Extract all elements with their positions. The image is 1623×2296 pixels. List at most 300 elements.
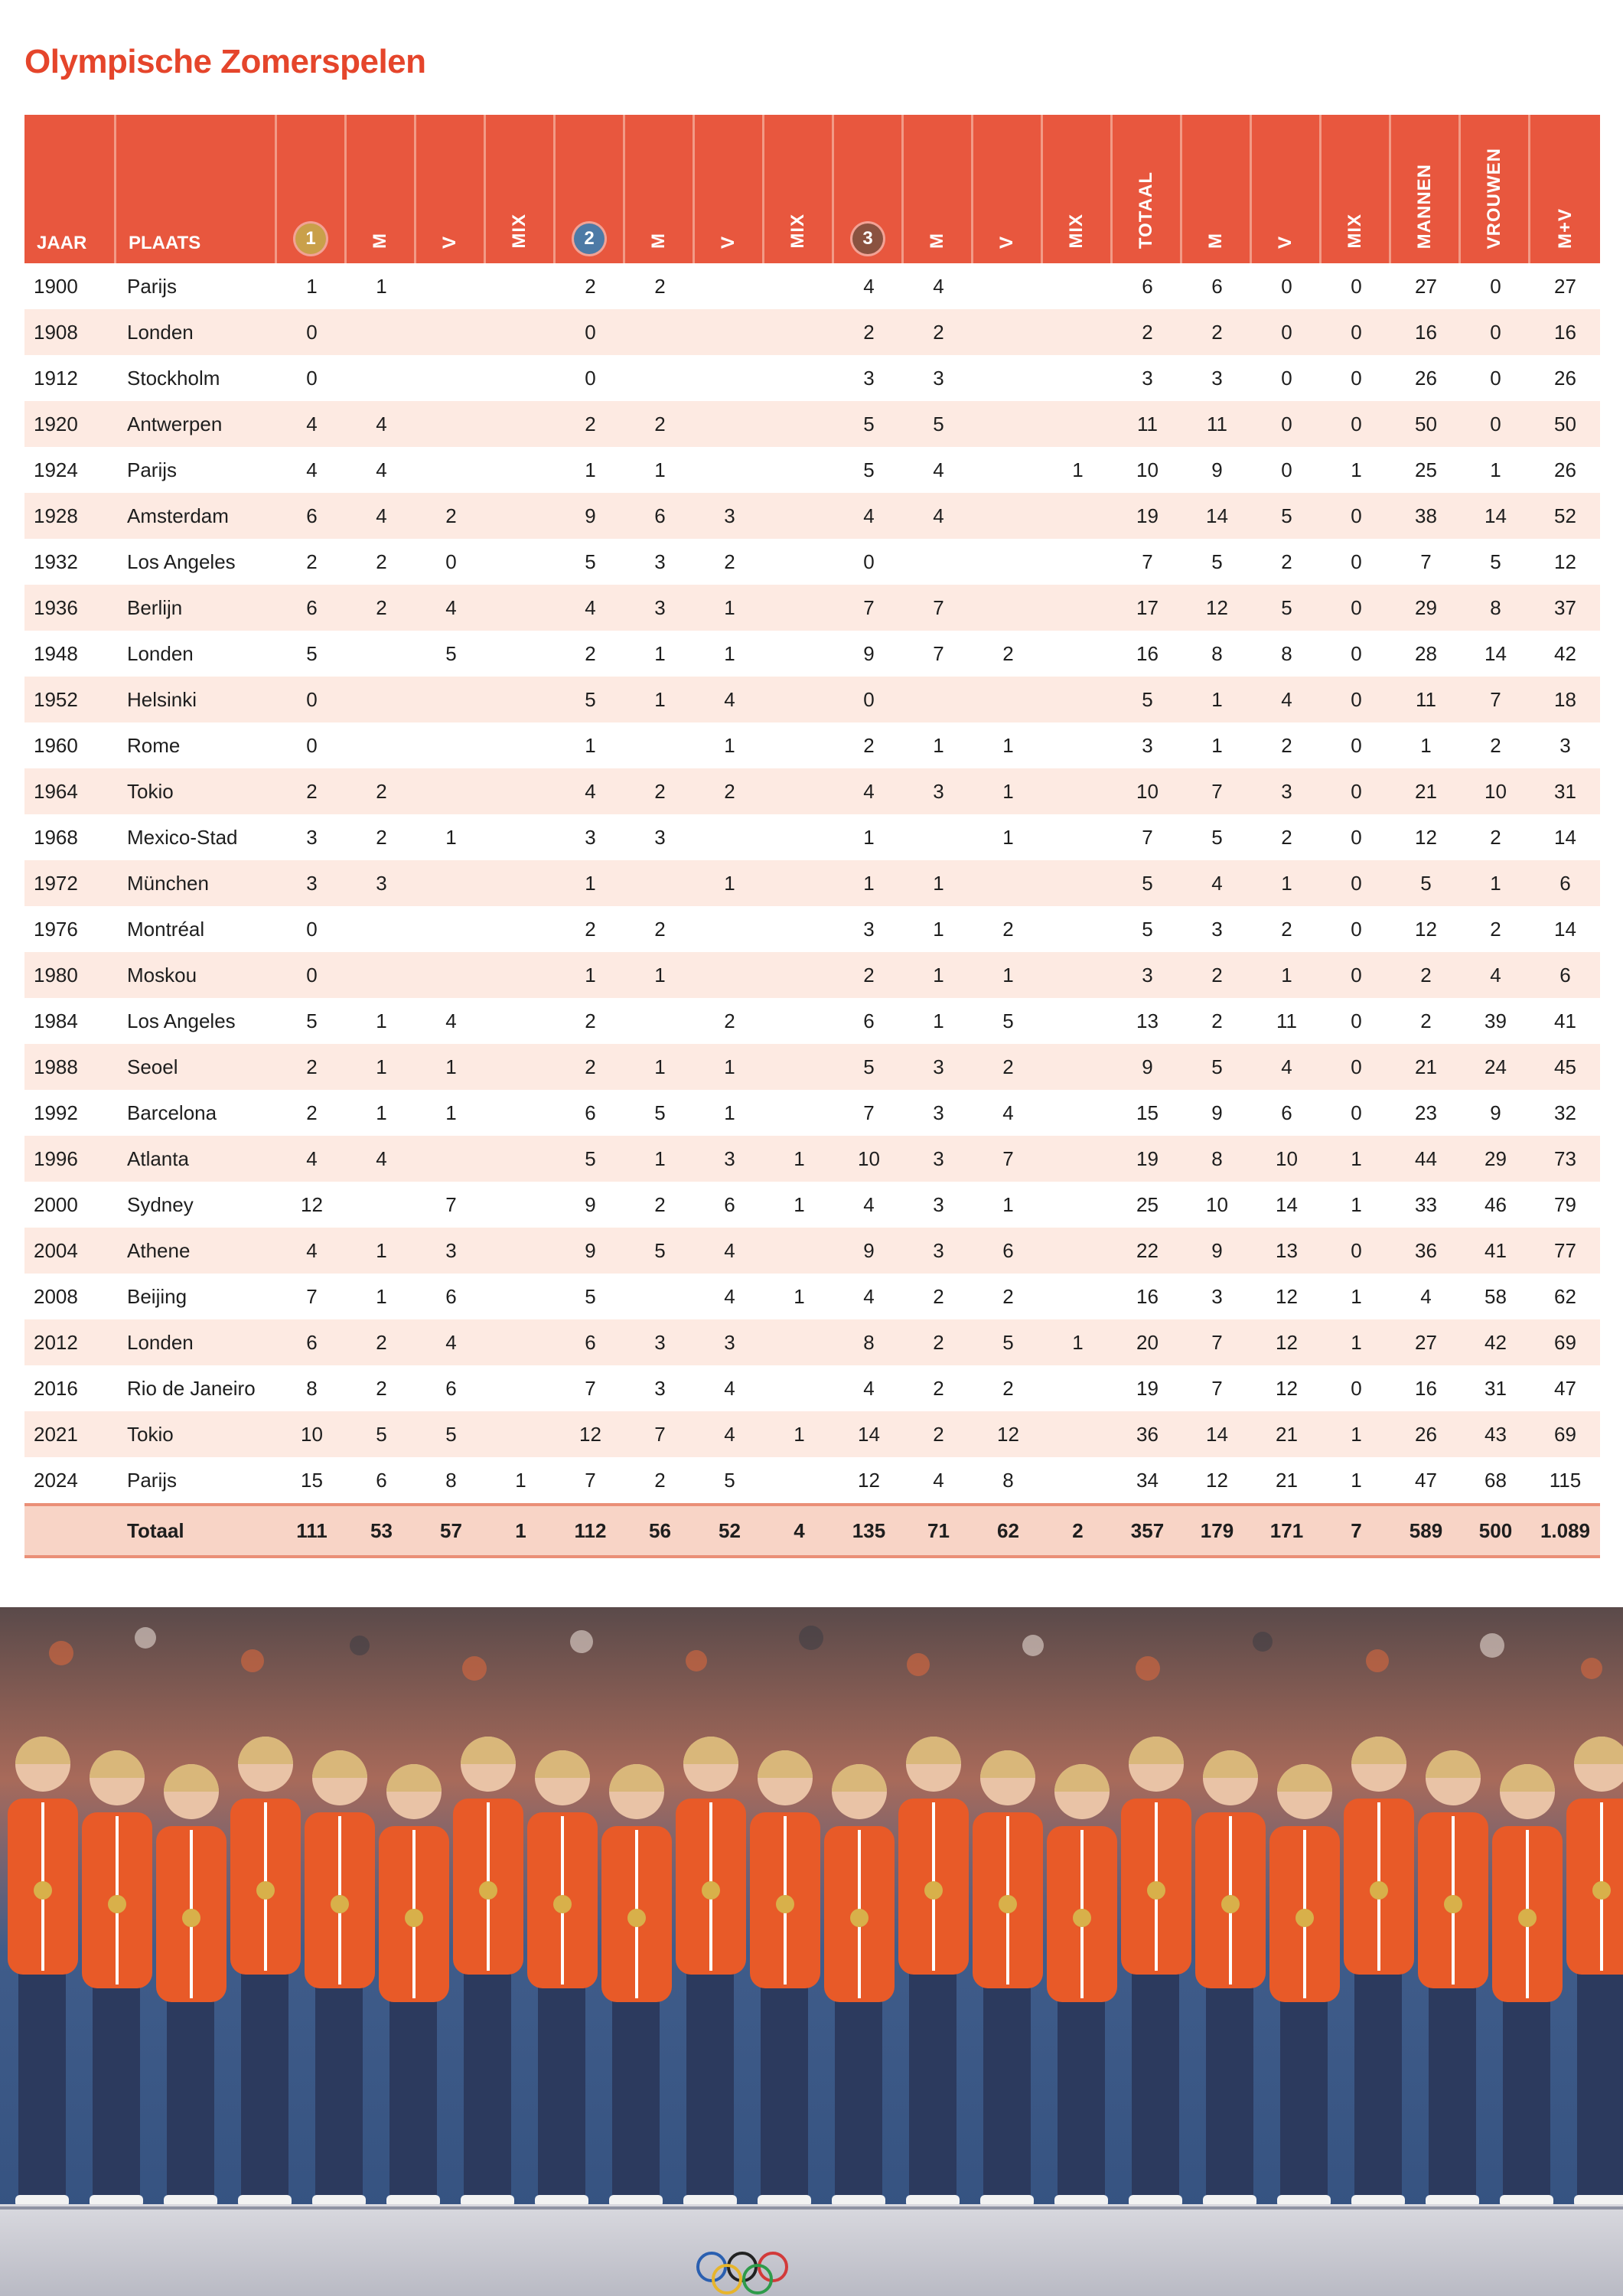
value-cell: 1 [1322,1136,1391,1182]
value-cell: 5 [625,1228,695,1274]
year-cell: 1928 [24,493,116,539]
year-cell: 1960 [24,722,116,768]
table-row [24,952,1600,998]
value-cell: 2 [347,539,416,585]
value-cell [764,1457,834,1503]
value-cell [764,263,834,309]
value-cell: 7 [834,1090,904,1136]
value-cell: 14 [1252,1182,1322,1228]
value-cell: 10 [1113,768,1182,814]
value-cell: 69 [1530,1319,1600,1365]
column-header-label: V [439,235,460,249]
value-cell [1043,722,1113,768]
value-cell: 3 [834,906,904,952]
value-cell: 4 [416,585,486,631]
value-cell: 6 [556,1090,625,1136]
value-cell: 11 [1182,401,1252,447]
column-header [1182,115,1252,263]
value-cell [625,309,695,355]
value-cell [625,355,695,401]
value-cell: 4 [834,1274,904,1319]
table-row [24,677,1600,722]
table-row [24,263,1600,309]
value-cell: 12 [1252,1319,1322,1365]
value-cell [1043,263,1113,309]
value-cell [695,355,764,401]
value-cell: 2 [1182,998,1252,1044]
column-header-label: V [1275,235,1295,249]
value-cell: 4 [277,401,347,447]
value-cell: 14 [1530,906,1600,952]
value-cell: 13 [1252,1228,1322,1274]
value-cell: 5 [1113,906,1182,952]
value-cell: 0 [1461,263,1530,309]
value-cell: 0 [1461,355,1530,401]
value-cell: 6 [277,1319,347,1365]
value-cell: 2 [834,722,904,768]
total-cell: 2 [1043,1503,1113,1558]
value-cell [347,309,416,355]
value-cell: 2 [695,768,764,814]
value-cell: 1 [834,860,904,906]
value-cell: 2 [1182,309,1252,355]
value-cell: 3 [1182,1274,1252,1319]
value-cell: 26 [1530,355,1600,401]
table-row [24,1182,1600,1228]
value-cell: 2 [973,1044,1043,1090]
table-row [24,493,1600,539]
value-cell [1043,1136,1113,1182]
table-row [24,1090,1600,1136]
value-cell: 7 [904,585,973,631]
table-row [24,722,1600,768]
value-cell: 5 [416,631,486,677]
total-cell: 171 [1252,1503,1322,1558]
year-cell: 1980 [24,952,116,998]
value-cell [416,401,486,447]
value-cell: 24 [1461,1044,1530,1090]
value-cell: 10 [1252,1136,1322,1182]
value-cell: 0 [1322,768,1391,814]
value-cell [1043,539,1113,585]
value-cell: 0 [1461,309,1530,355]
value-cell: 4 [973,1090,1043,1136]
value-cell: 1 [834,814,904,860]
year-cell: 2024 [24,1457,116,1503]
table-row [24,1274,1600,1319]
value-cell [764,1090,834,1136]
column-header-label: M+V [1554,207,1576,249]
value-cell: 0 [1252,401,1322,447]
value-cell: 47 [1391,1457,1461,1503]
value-cell [486,860,556,906]
value-cell: 0 [1322,1090,1391,1136]
value-cell: 11 [1391,677,1461,722]
value-cell: 6 [416,1274,486,1319]
value-cell: 0 [1461,401,1530,447]
value-cell: 12 [556,1411,625,1457]
value-cell [625,860,695,906]
value-cell [625,722,695,768]
value-cell: 0 [1322,677,1391,722]
value-cell: 1 [625,1136,695,1182]
value-cell: 5 [277,631,347,677]
value-cell [486,906,556,952]
value-cell: 1 [486,1457,556,1503]
value-cell: 0 [556,355,625,401]
value-cell: 14 [1530,814,1600,860]
value-cell [486,952,556,998]
value-cell: 21 [1391,1044,1461,1090]
value-cell: 5 [556,677,625,722]
value-cell: 79 [1530,1182,1600,1228]
value-cell: 6 [416,1365,486,1411]
value-cell: 3 [1530,722,1600,768]
value-cell: 15 [277,1457,347,1503]
value-cell: 3 [1113,952,1182,998]
value-cell: 1 [625,631,695,677]
value-cell: 7 [1182,1319,1252,1365]
value-cell: 1 [695,860,764,906]
place-cell: Tokio [116,768,277,814]
value-cell: 0 [1322,998,1391,1044]
value-cell [695,447,764,493]
value-cell: 10 [277,1411,347,1457]
value-cell [416,309,486,355]
value-cell: 12 [1252,1365,1322,1411]
year-cell: 2004 [24,1228,116,1274]
value-cell: 5 [695,1457,764,1503]
value-cell: 7 [1461,677,1530,722]
year-cell: 1924 [24,447,116,493]
value-cell: 3 [625,1365,695,1411]
value-cell: 2 [973,1365,1043,1411]
value-cell: 73 [1530,1136,1600,1182]
value-cell [486,1182,556,1228]
year-cell: 1996 [24,1136,116,1182]
value-cell: 1 [973,814,1043,860]
total-cell: 1.089 [1530,1503,1600,1558]
value-cell: 9 [556,1182,625,1228]
value-cell: 1 [347,1274,416,1319]
value-cell [764,677,834,722]
value-cell: 69 [1530,1411,1600,1457]
value-cell [1043,1228,1113,1274]
value-cell [1043,768,1113,814]
value-cell: 2 [904,1274,973,1319]
value-cell: 2 [347,768,416,814]
value-cell: 52 [1530,493,1600,539]
value-cell [904,677,973,722]
value-cell: 6 [1182,263,1252,309]
value-cell: 2 [695,998,764,1044]
table-row [24,631,1600,677]
value-cell: 1 [277,263,347,309]
value-cell [764,1319,834,1365]
value-cell: 11 [1252,998,1322,1044]
value-cell [416,860,486,906]
value-cell: 2 [973,631,1043,677]
value-cell: 5 [834,1044,904,1090]
value-cell: 5 [834,401,904,447]
value-cell [1043,1274,1113,1319]
value-cell: 50 [1530,401,1600,447]
value-cell: 6 [973,1228,1043,1274]
value-cell: 37 [1530,585,1600,631]
value-cell: 1 [1182,722,1252,768]
value-cell: 1 [1322,1457,1391,1503]
value-cell: 4 [1182,860,1252,906]
value-cell [486,447,556,493]
column-header [1461,115,1530,263]
value-cell: 36 [1113,1411,1182,1457]
column-header-label: M [1205,233,1226,249]
value-cell: 4 [695,1274,764,1319]
value-cell [1043,952,1113,998]
value-cell [695,952,764,998]
value-cell: 4 [1252,1044,1322,1090]
table-row [24,814,1600,860]
value-cell: 39 [1461,998,1530,1044]
value-cell: 0 [834,677,904,722]
value-cell: 5 [973,1319,1043,1365]
place-cell: Parijs [116,447,277,493]
value-cell: 2 [556,263,625,309]
value-cell [347,1182,416,1228]
value-cell: 3 [347,860,416,906]
value-cell [416,355,486,401]
value-cell: 1 [347,1044,416,1090]
value-cell: 27 [1391,263,1461,309]
column-header [416,115,486,263]
value-cell: 3 [904,1136,973,1182]
value-cell: 3 [695,1319,764,1365]
total-cell: 1 [486,1503,556,1558]
value-cell: 2 [625,263,695,309]
value-cell: 1 [764,1136,834,1182]
value-cell [764,539,834,585]
value-cell: 4 [1461,952,1530,998]
value-cell: 2 [1252,906,1322,952]
column-header [764,115,834,263]
value-cell: 4 [347,1136,416,1182]
value-cell: 4 [695,677,764,722]
value-cell: 2 [904,1411,973,1457]
value-cell: 1 [1461,447,1530,493]
value-cell: 0 [1252,355,1322,401]
value-cell [764,906,834,952]
value-cell: 7 [973,1136,1043,1182]
value-cell: 2 [277,768,347,814]
value-cell: 1 [904,722,973,768]
value-cell [904,539,973,585]
value-cell [486,814,556,860]
value-cell [486,677,556,722]
year-cell: 1988 [24,1044,116,1090]
value-cell [486,1044,556,1090]
value-cell: 1 [625,677,695,722]
value-cell: 0 [1322,906,1391,952]
value-cell: 16 [1113,1274,1182,1319]
total-cell: 500 [1461,1503,1530,1558]
value-cell: 0 [834,539,904,585]
table-row [24,1044,1600,1090]
value-cell: 3 [416,1228,486,1274]
value-cell: 5 [1252,493,1322,539]
value-cell: 11 [1113,401,1182,447]
value-cell: 21 [1252,1411,1322,1457]
value-cell: 16 [1391,1365,1461,1411]
medal-table [24,115,1600,1558]
value-cell: 2 [347,814,416,860]
value-cell: 23 [1391,1090,1461,1136]
year-cell: 2016 [24,1365,116,1411]
value-cell: 0 [416,539,486,585]
value-cell: 1 [1182,677,1252,722]
place-cell: Stockholm [116,355,277,401]
value-cell: 1 [556,860,625,906]
value-cell: 1 [1322,1182,1391,1228]
value-cell: 4 [347,401,416,447]
year-cell: 1948 [24,631,116,677]
value-cell: 2 [1252,722,1322,768]
value-cell: 0 [1322,585,1391,631]
value-cell [1043,309,1113,355]
value-cell: 21 [1391,768,1461,814]
value-cell [347,677,416,722]
value-cell: 0 [1322,952,1391,998]
place-cell: Amsterdam [116,493,277,539]
value-cell: 2 [277,1090,347,1136]
place-cell: Barcelona [116,1090,277,1136]
value-cell: 115 [1530,1457,1600,1503]
value-cell: 0 [1322,493,1391,539]
value-cell: 3 [1113,355,1182,401]
value-cell: 5 [416,1411,486,1457]
value-cell: 1 [1322,1411,1391,1457]
year-cell: 2012 [24,1319,116,1365]
value-cell [347,631,416,677]
value-cell: 7 [1113,814,1182,860]
column-header [24,115,116,263]
value-cell: 12 [1391,906,1461,952]
value-cell: 0 [1322,1228,1391,1274]
value-cell [486,309,556,355]
value-cell: 2 [695,539,764,585]
value-cell: 7 [416,1182,486,1228]
value-cell: 2 [347,1319,416,1365]
value-cell: 3 [1252,768,1322,814]
value-cell: 4 [834,768,904,814]
column-header-label: V [996,235,1017,249]
value-cell: 4 [347,447,416,493]
value-cell: 2 [1461,722,1530,768]
value-cell: 1 [695,1090,764,1136]
value-cell [486,1136,556,1182]
value-cell: 7 [1113,539,1182,585]
value-cell: 3 [277,814,347,860]
value-cell: 3 [904,768,973,814]
table-row [24,539,1600,585]
value-cell: 43 [1461,1411,1530,1457]
value-cell: 26 [1391,355,1461,401]
column-header [556,115,625,263]
value-cell: 42 [1530,631,1600,677]
value-cell [347,722,416,768]
column-header-label: MIX [787,214,808,249]
value-cell [973,447,1043,493]
value-cell: 9 [834,1228,904,1274]
place-cell: Rio de Janeiro [116,1365,277,1411]
value-cell [764,860,834,906]
value-cell: 0 [1322,631,1391,677]
value-cell: 14 [834,1411,904,1457]
value-cell: 9 [556,1228,625,1274]
year-cell: 1912 [24,355,116,401]
place-cell: Atlanta [116,1136,277,1182]
column-header-label: M [370,233,390,249]
value-cell: 1 [973,768,1043,814]
total-cell: 62 [973,1503,1043,1558]
value-cell: 29 [1391,585,1461,631]
value-cell: 36 [1391,1228,1461,1274]
column-header [625,115,695,263]
value-cell: 2 [556,906,625,952]
value-cell: 5 [277,998,347,1044]
value-cell: 27 [1391,1319,1461,1365]
value-cell [1043,677,1113,722]
value-cell: 0 [1322,309,1391,355]
value-cell: 1 [1322,1274,1391,1319]
value-cell [416,1136,486,1182]
place-cell: Mexico-Stad [116,814,277,860]
value-cell: 0 [1322,1044,1391,1090]
table-row [24,309,1600,355]
value-cell: 1 [764,1274,834,1319]
table-row [24,906,1600,952]
value-cell: 1 [347,1228,416,1274]
value-cell: 9 [556,493,625,539]
value-cell: 1 [416,1090,486,1136]
value-cell: 7 [556,1457,625,1503]
value-cell: 0 [1322,860,1391,906]
value-cell [1043,1457,1113,1503]
value-cell [486,631,556,677]
place-cell: Londen [116,309,277,355]
table-row [24,447,1600,493]
value-cell: 4 [1391,1274,1461,1319]
value-cell: 2 [556,1044,625,1090]
value-cell [486,585,556,631]
column-header-label: VROUWEN [1484,147,1504,249]
value-cell: 3 [695,1136,764,1182]
value-cell: 4 [695,1411,764,1457]
value-cell: 6 [1113,263,1182,309]
column-header [695,115,764,263]
value-cell: 1 [904,952,973,998]
value-cell: 1 [1252,952,1322,998]
value-cell: 4 [556,768,625,814]
value-cell: 16 [1530,309,1600,355]
value-cell: 77 [1530,1228,1600,1274]
column-header [834,115,904,263]
value-cell: 1 [1322,447,1391,493]
total-cell: 53 [347,1503,416,1558]
value-cell: 4 [416,998,486,1044]
column-header-label: TOTAAL [1136,171,1156,249]
value-cell: 3 [904,1090,973,1136]
value-cell: 5 [556,1136,625,1182]
